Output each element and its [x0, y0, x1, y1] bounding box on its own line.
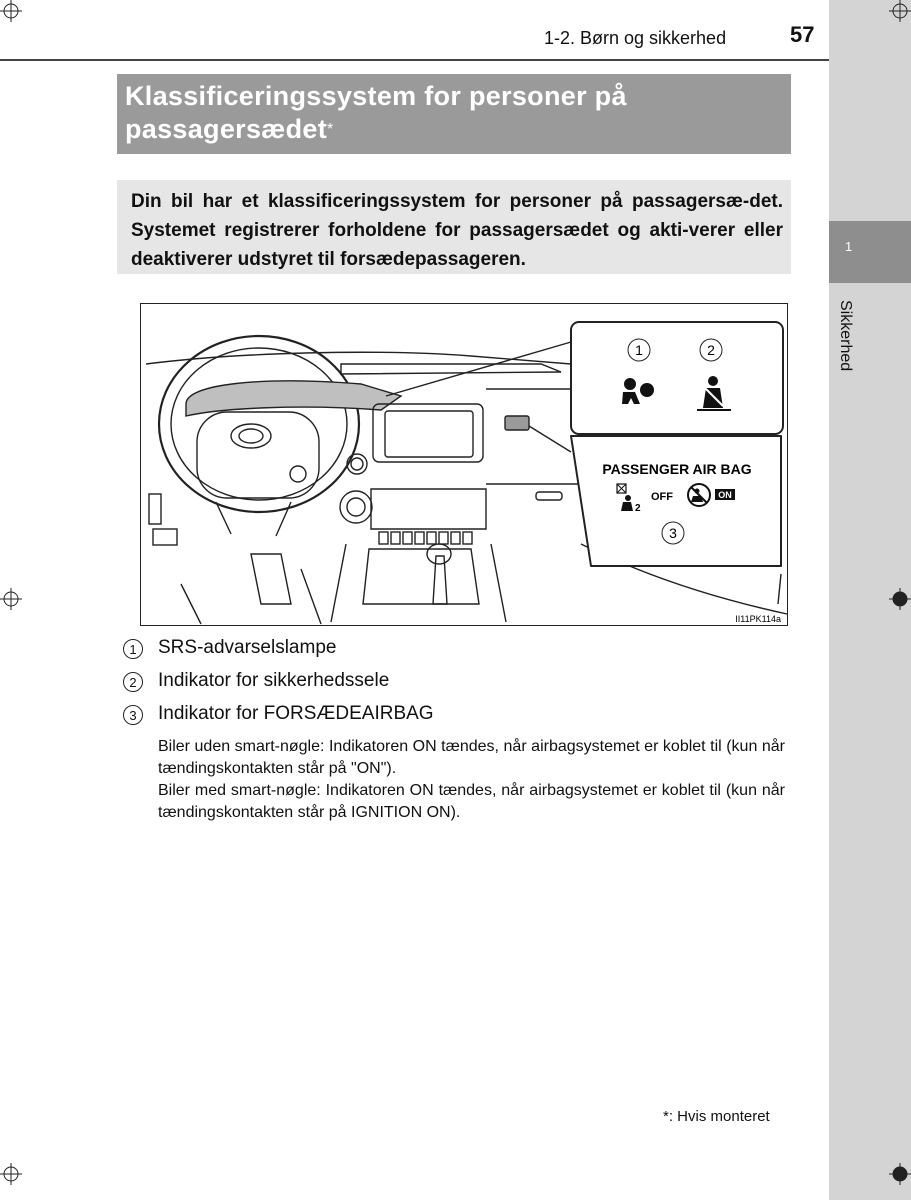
description-no-smart-key: Biler uden smart-nøgle: Indikatoren ON tændes, når airbagsystemet er koblet til (kun når tændingskontakten står på "ON").	[158, 738, 785, 777]
header-rule	[0, 59, 829, 61]
item-number: 3	[123, 705, 143, 725]
dashboard-illustration	[141, 304, 789, 627]
on-label: ON	[718, 490, 732, 500]
svg-text:2: 2	[635, 503, 641, 514]
off-label: OFF	[651, 491, 673, 503]
page-number: 57	[790, 22, 815, 47]
dashboard-outline	[146, 352, 571, 364]
item-label: Indikator for sikkerhedssele	[158, 670, 390, 691]
intro-box	[117, 180, 791, 274]
list-item	[123, 668, 793, 701]
callout-box-top	[571, 322, 783, 434]
registration-mark-icon	[0, 588, 22, 610]
description-smart-key: Biler med smart-nøgle: Indikatoren ON tændes, når airbagsystemet er koblet til (kun når tændingskontakten står på IGNITION ON).	[158, 782, 785, 821]
item-number: 1	[123, 639, 143, 659]
registration-mark-icon	[889, 0, 911, 22]
callout-number-1: 1	[635, 342, 643, 358]
figure-code: II11PK114a	[735, 614, 781, 624]
legend-list	[123, 635, 793, 734]
section-title-box	[117, 74, 791, 154]
registration-mark-icon	[889, 1163, 911, 1185]
item-number: 2	[123, 672, 143, 692]
switch-row	[379, 532, 472, 544]
callout-number-2: 2	[707, 342, 715, 358]
registration-mark-icon	[0, 1163, 22, 1185]
dashboard-figure	[140, 303, 788, 626]
panel-title: PASSENGER AIR BAG	[602, 461, 752, 477]
item-label: Indikator for FORSÆDEAIRBAG	[158, 703, 434, 724]
chapter-label: Sikkerhed	[837, 300, 854, 372]
registration-mark-icon	[0, 0, 22, 22]
airbag-indicator-panel	[505, 416, 529, 430]
section-title	[125, 80, 785, 146]
chapter-tab	[829, 221, 911, 283]
intro-text: Din bil har et klassificeringssystem for personer på passagersæ-det. Systemet registrerer forholdene for passagersædet og akti-verer eller deaktiverer udstyret til forsædepassageren.	[131, 191, 783, 270]
footnote	[663, 1108, 770, 1125]
section-header: 1-2. Børn og sikkerhed	[544, 28, 727, 48]
steering-wheel	[159, 336, 359, 512]
title-asterisk: *	[327, 121, 334, 138]
registration-mark-icon	[889, 588, 911, 610]
callout-number-3: 3	[669, 525, 677, 541]
list-item	[123, 635, 793, 668]
item-3-description	[158, 736, 785, 824]
footnote-text: : Hvis monteret	[668, 1108, 770, 1125]
section-title-text: Klassificeringssystem for personer på passagersædet	[125, 81, 627, 144]
item-label: SRS-advarselslampe	[158, 637, 337, 658]
list-item	[123, 701, 793, 734]
chapter-number: 1	[845, 239, 853, 254]
callout-box-bottom	[571, 436, 781, 566]
footnote-asterisk: *	[663, 1108, 669, 1125]
